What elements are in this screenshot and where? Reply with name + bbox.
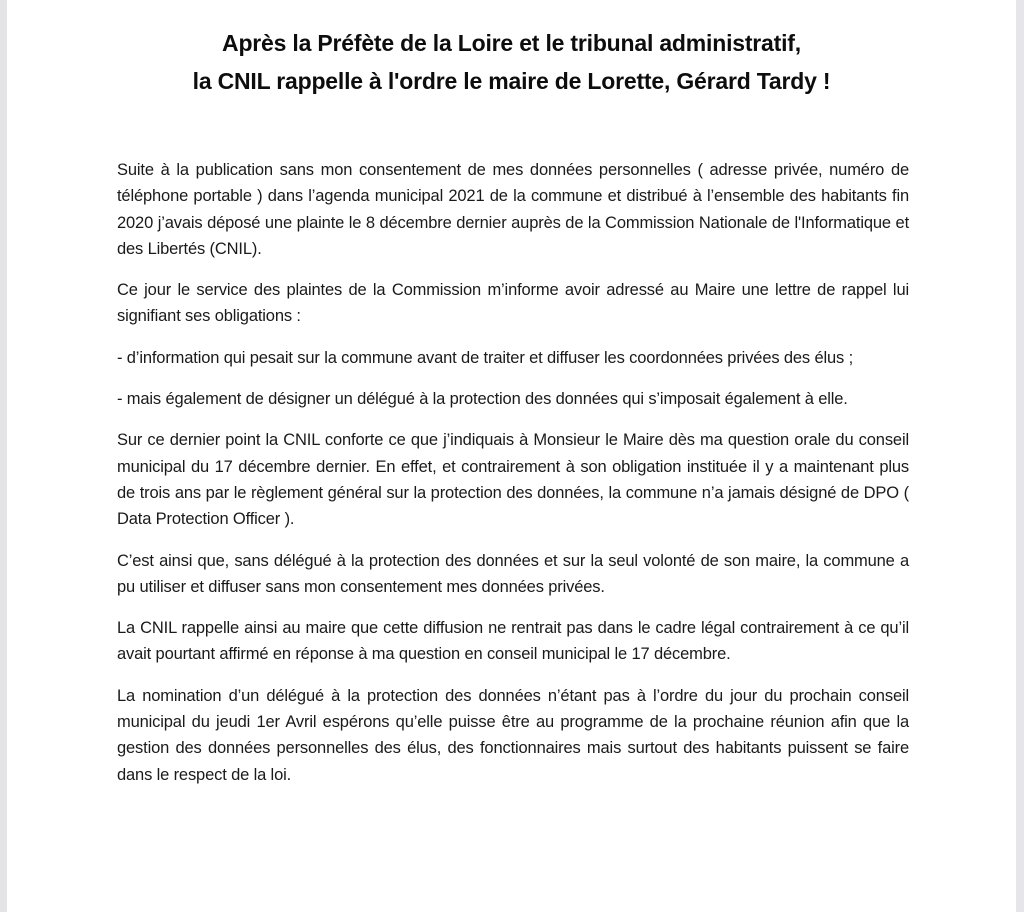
document-page — [7, 0, 1016, 912]
paragraph-obligation-dpo: - mais également de désigner un délégué à la protection des données qui s’imposait également à elle. — [117, 390, 848, 409]
page-edge-right — [1016, 0, 1024, 912]
paragraph-complaint: Suite à la publication sans mon consentement de mes données personnelles ( adresse privée, numéro de téléphone portable ) dans l’agenda municipal 2021 de la commune et distribué à l’ensemble des habitants fin 2020 j’avais déposé une plainte le 8 décembre dernier auprès de la Commission Nationale de l'Informatique et des Libertés (CNIL). — [117, 161, 909, 258]
document-body — [117, 157, 909, 803]
title-line-1: Après la Préfète de la Loire et le tribunal administratif, — [222, 30, 801, 56]
paragraph-data-used: C’est ainsi que, sans délégué à la protection des données et sur la seul volonté de son maire, la commune a pu utiliser et diffuser sans mon consentement mes données privées. — [117, 551, 909, 596]
paragraph-commission-letter: Ce jour le service des plaintes de la Commission m’informe avoir adressé au Maire une lettre de rappel lui signifiant ses obligations : — [117, 281, 909, 326]
document-title — [7, 24, 1016, 100]
paragraph-next-council: La nomination d’un délégué à la protection des données n’étant pas à l’ordre du jour du prochain conseil municipal du jeudi 1er Avril espérons qu’elle puisse être au programme de la prochaine réunion afin que la gestion des données personnelles des élus, des fonctionnaires mais surtout des habitants puissent se faire dans le respect de la loi. — [117, 686, 909, 784]
page-edge-left — [0, 0, 7, 912]
paragraph-cnil-confirms: Sur ce dernier point la CNIL conforte ce que j’indiquais à Monsieur le Maire dès ma question orale du conseil municipal du 17 décembre dernier. En effet, et contrairement à son obligation instituée il y a maintenant plus de trois ans par le règlement général sur la protection des données, la commune n’a jamais désigné de DPO ( Data Protection Officer ). — [117, 431, 909, 529]
title-line-2: la CNIL rappelle à l'ordre le maire de Lorette, Gérard Tardy ! — [192, 68, 831, 94]
paragraph-obligation-information: - d’information qui pesait sur la commune avant de traiter et diffuser les coordonnées privées des élus ; — [117, 348, 854, 367]
paragraph-legal-frame: La CNIL rappelle ainsi au maire que cette diffusion ne rentrait pas dans le cadre légal contrairement à ce qu’il avait pourtant affirmé en réponse à ma question en conseil municipal le 17 décembre. — [117, 619, 909, 664]
